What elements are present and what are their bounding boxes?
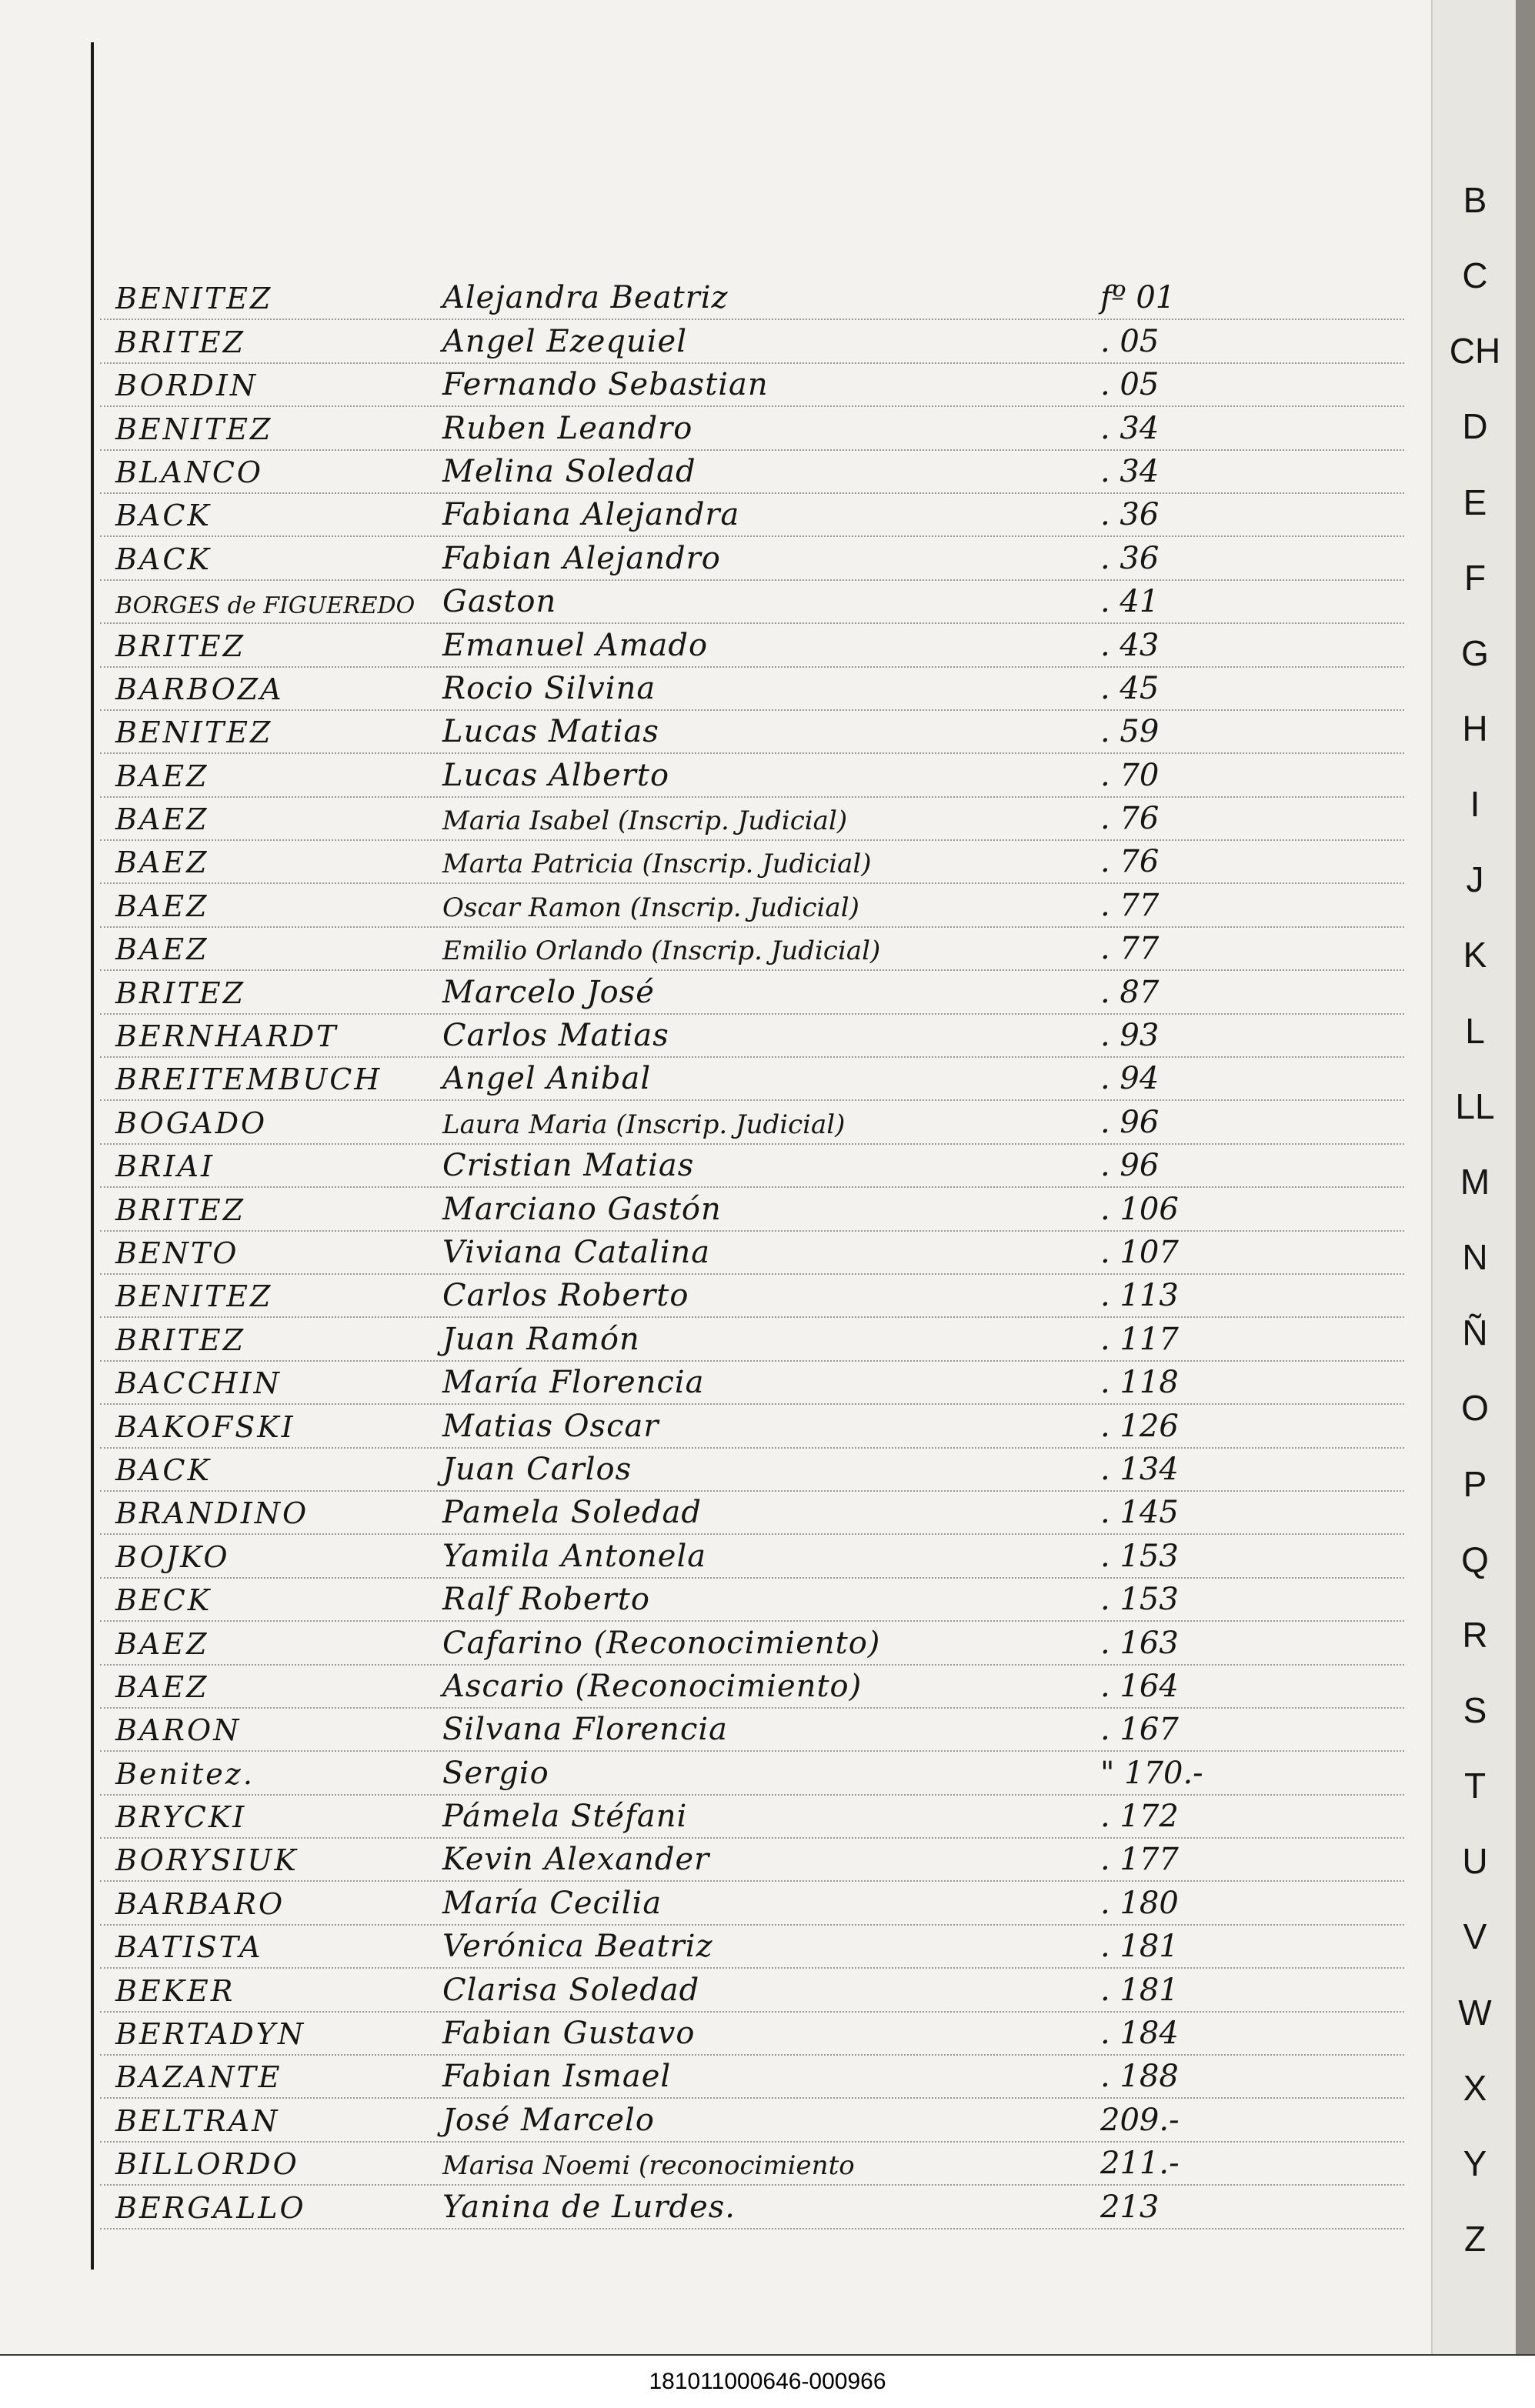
entry-given-names: Gaston [442,584,557,620]
entry-row [100,1796,1404,1839]
entry-surname: BAEZ [115,845,209,880]
entry-row [100,1492,1404,1535]
entry-surname: BENTO [115,1236,239,1270]
entry-row [100,1015,1404,1058]
entry-given-names: Sergio [442,1755,549,1791]
index-tab-3[interactable]: CH [1449,331,1501,372]
index-tab-25[interactable]: W [1458,1992,1492,2033]
entry-surname: BORYSIUK [115,1843,299,1878]
entry-folio: . 36 [1100,497,1160,533]
entry-folio: . 134 [1100,1451,1179,1487]
entry-surname: BREITEMBUCH [115,1062,382,1097]
entry-given-names: Oscar Ramon (Inscrip. Judicial) [442,892,859,923]
index-tab-12[interactable]: L [1465,1010,1485,1051]
entry-given-names: Rocio Silvina [442,670,656,706]
entry-given-names: Fabian Ismael [442,2059,672,2095]
entry-given-names: José Marcelo [442,2102,655,2138]
entry-given-names: Juan Ramón [442,1321,640,1357]
entry-folio: " 170.- [1100,1755,1203,1791]
entry-surname: BARBARO [115,1886,285,1921]
entry-given-names: Lucas Matias [442,714,659,750]
entry-surname: BRITEZ [115,1322,246,1357]
index-tab-2[interactable]: C [1462,255,1488,296]
entry-folio: . 36 [1100,540,1160,576]
entry-surname: BRITEZ [115,325,246,359]
index-tab-23[interactable]: U [1462,1841,1488,1882]
entry-folio: 209.- [1100,2102,1180,2138]
entry-given-names: Matias Oscar [442,1408,659,1444]
entry-folio: . 113 [1100,1278,1179,1314]
entry-row [100,1666,1404,1709]
entry-given-names: Yanina de Lurdes. [442,2189,736,2225]
entry-row [100,928,1404,971]
index-tab-14[interactable]: M [1460,1161,1490,1202]
entry-folio: fº 01 [1100,280,1176,316]
entry-given-names: Angel Anibal [442,1061,652,1097]
entry-row [100,971,1404,1014]
entry-given-names: Fabiana Alejandra [442,497,740,533]
entry-row [100,1926,1404,1969]
entry-folio: . 177 [1100,1842,1179,1878]
entry-row [100,2143,1404,2186]
entry-row [100,2056,1404,2099]
entry-row [100,668,1404,711]
index-tab-13[interactable]: LL [1455,1086,1495,1126]
entry-surname: BRIAI [115,1149,215,1184]
entry-row [100,1579,1404,1622]
entry-row [100,2013,1404,2056]
entry-folio: 213 [1100,2189,1160,2225]
entry-given-names: Pamela Soledad [442,1495,702,1531]
entry-row [100,494,1404,537]
index-tab-16[interactable]: Ñ [1462,1312,1488,1353]
index-tab-1[interactable]: B [1463,180,1487,220]
entry-row [100,1622,1404,1665]
index-tab-15[interactable]: N [1462,1237,1488,1278]
entry-row [100,1449,1404,1492]
entry-folio: . 153 [1100,1582,1179,1618]
entry-folio: . 96 [1100,1104,1160,1140]
entry-surname: BARON [115,1713,242,1748]
entry-folio: . 180 [1100,1885,1179,1921]
entry-given-names: Silvana Florencia [442,1712,728,1748]
entry-row [100,581,1404,624]
entry-given-names: María Florencia [442,1365,705,1401]
entry-given-names: Alejandra Beatriz [442,280,729,316]
entry-folio: . 93 [1100,1018,1160,1054]
entry-surname: BARBOZA [115,672,284,706]
entry-row [100,407,1404,450]
entry-given-names: Lucas Alberto [442,757,670,793]
entry-surname: BRITEZ [115,1192,246,1227]
index-tab-18[interactable]: P [1463,1463,1487,1504]
index-tab-20[interactable]: R [1462,1614,1488,1655]
entry-given-names: Fabian Gustavo [442,2016,696,2052]
entry-folio: . 184 [1100,2016,1179,2052]
entry-given-names: Juan Carlos [442,1451,632,1487]
entry-folio: . 77 [1100,887,1160,923]
entry-row [100,1318,1404,1361]
entry-folio: . 118 [1100,1365,1179,1401]
entry-row [100,1969,1404,2012]
entry-surname: BAZANTE [115,2060,282,2095]
entry-surname: BATISTA [115,1930,263,1965]
entry-folio: . 181 [1100,1972,1179,2008]
entry-folio: . 70 [1100,757,1160,793]
entry-surname: BAEZ [115,932,209,967]
index-tab-26[interactable]: X [1463,2067,1487,2108]
index-tab-22[interactable]: T [1463,1766,1487,1806]
entry-given-names: Emanuel Amado [442,627,709,663]
entry-given-names: Carlos Matias [442,1018,669,1054]
entry-surname: BERTADYN [115,2017,306,2052]
entry-surname: BENITEZ [115,1279,273,1314]
document-code-footer [0,2356,1535,2408]
entry-row [100,1275,1404,1318]
entry-row [100,1709,1404,1752]
entry-surname: BAEZ [115,889,209,923]
entry-row [100,320,1404,363]
entry-row [100,798,1404,841]
index-tab-19[interactable]: Q [1461,1539,1489,1579]
entry-given-names: Viviana Catalina [442,1234,711,1270]
entry-surname: BORDIN [115,369,259,403]
entry-surname: Benitez. [115,1756,255,1791]
entry-given-names: Marcelo José [442,974,655,1010]
entry-given-names: Fabian Alejandro [442,540,721,576]
entry-given-names: Yamila Antonela [442,1538,707,1574]
entry-given-names: Carlos Roberto [442,1278,689,1314]
index-tab-10[interactable]: J [1466,859,1484,900]
alphabet-index-tabs [1431,0,1517,2354]
entry-surname: BRITEZ [115,976,246,1010]
index-tab-8[interactable]: H [1462,709,1488,749]
entry-surname: BORGES de FIGUEREDO [115,592,415,620]
entry-given-names: Ascario (Reconocimiento) [442,1668,863,1704]
entry-folio: . 145 [1100,1495,1179,1531]
index-tab-24[interactable]: V [1463,1916,1487,1957]
entry-row [100,1535,1404,1578]
entry-surname: BACCHIN [115,1366,282,1401]
entry-folio: . 96 [1100,1148,1160,1184]
entry-surname: BELTRAN [115,2103,280,2138]
entry-folio: . 106 [1100,1191,1179,1227]
entry-folio: . 188 [1100,2059,1179,2095]
entry-row [100,884,1404,927]
entry-row [100,1145,1404,1188]
entry-given-names: Marisa Noemi (reconocimiento [442,2150,855,2182]
entry-surname: BENITEZ [115,715,273,750]
entry-row [100,451,1404,494]
entry-folio: . 59 [1100,714,1160,750]
entry-surname: BECK [115,1583,212,1618]
entry-given-names: Ruben Leandro [442,410,693,446]
entry-given-names: Fernando Sebastian [442,367,769,403]
entry-surname: BAEZ [115,802,209,837]
entry-surname: BILLORDO [115,2147,299,2182]
entry-given-names: Clarisa Soledad [442,1972,700,2008]
entry-surname: BLANCO [115,455,264,489]
entry-row [100,1405,1404,1448]
entry-folio: . 167 [1100,1712,1179,1748]
index-tab-7[interactable]: G [1461,632,1489,673]
entry-row [100,624,1404,667]
entry-folio: . 172 [1100,1799,1179,1835]
entry-folio: . 76 [1100,801,1160,837]
entry-surname: BAEZ [115,1626,209,1661]
entry-given-names: Marta Patricia (Inscrip. Judicial) [442,849,872,880]
index-tab-5[interactable]: E [1463,482,1487,522]
entry-surname: BRYCKI [115,1800,247,1835]
entry-row [100,1058,1404,1101]
entry-surname: BACK [115,1452,212,1487]
index-tab-27[interactable]: Y [1463,2143,1487,2183]
entry-folio: . 126 [1100,1408,1179,1444]
entry-surname: BENITEZ [115,412,273,446]
entry-surname: BERNHARDT [115,1019,339,1054]
entry-given-names: Kevin Alexander [442,1842,710,1878]
document-code: 181011000646-000966 [649,2369,886,2394]
entry-folio: . 87 [1100,974,1160,1010]
entry-row [100,364,1404,407]
entry-row [100,537,1404,580]
entry-folio: . 34 [1100,410,1160,446]
entry-row [100,1232,1404,1275]
entry-folio: . 117 [1100,1321,1179,1357]
entry-given-names: Marciano Gastón [442,1191,722,1227]
entry-folio: . 164 [1100,1668,1179,1704]
index-tab-21[interactable]: S [1463,1689,1487,1730]
entry-given-names: Verónica Beatriz [442,1929,713,1965]
entry-row [100,1362,1404,1405]
entry-folio: . 181 [1100,1929,1179,1965]
entry-row [100,1882,1404,1925]
entry-given-names: Laura Maria (Inscrip. Judicial) [442,1109,846,1140]
entry-given-names: Angel Ezequiel [442,323,688,359]
index-tab-11[interactable]: K [1463,935,1487,976]
entry-row [100,1188,1404,1231]
entry-surname: BOGADO [115,1106,268,1140]
entry-given-names: Cristian Matias [442,1148,695,1184]
index-tab-6[interactable]: F [1463,557,1487,598]
entry-surname: BOJKO [115,1539,230,1574]
index-tab-17[interactable]: O [1461,1388,1489,1429]
entry-row [100,711,1404,754]
index-tab-28[interactable]: Z [1463,2219,1487,2259]
entry-folio: 211.- [1100,2146,1180,2182]
index-tab-9[interactable]: I [1470,784,1480,825]
entry-surname: BAKOFSKI [115,1409,295,1444]
entry-surname: BACK [115,542,212,576]
entry-folio: . 45 [1100,670,1160,706]
entry-given-names: María Cecilia [442,1885,662,1921]
entry-row [100,754,1404,797]
entry-folio: . 34 [1100,453,1160,489]
entry-folio: . 94 [1100,1061,1160,1097]
entry-surname: BRITEZ [115,629,246,663]
entry-surname: BEKER [115,1973,235,2008]
entry-folio: . 77 [1100,931,1160,967]
entry-row [100,1101,1404,1144]
entry-folio: . 153 [1100,1538,1179,1574]
entry-surname: BACK [115,499,212,533]
entry-row [100,277,1404,320]
entry-given-names: Pámela Stéfani [442,1799,688,1835]
index-tab-4[interactable]: D [1462,406,1488,447]
entry-row [100,1752,1404,1795]
entry-folio: . 43 [1100,627,1160,663]
margin-line [91,42,94,2270]
entry-row [100,2186,1404,2229]
entry-given-names: Cafarino (Reconocimiento) [442,1625,881,1661]
entry-surname: BAEZ [115,1669,209,1704]
entry-given-names: Emilio Orlando (Inscrip. Judicial) [442,936,881,967]
page-edge [1516,0,1535,2354]
entry-folio: . 05 [1100,367,1160,403]
entry-surname: BRANDINO [115,1496,309,1531]
entry-surname: BERGALLO [115,2190,306,2225]
entry-row [100,841,1404,884]
index-entries [100,277,1404,2230]
entry-folio: . 107 [1100,1234,1179,1270]
entry-given-names: Ralf Roberto [442,1582,650,1618]
entry-folio: . 05 [1100,323,1160,359]
entry-folio: . 41 [1100,584,1160,620]
entry-folio: . 163 [1100,1625,1179,1661]
entry-row [100,2099,1404,2142]
entry-row [100,1839,1404,1882]
entry-given-names: Maria Isabel (Inscrip. Judicial) [442,805,848,837]
entry-surname: BAEZ [115,759,209,793]
entry-surname: BENITEZ [115,282,273,316]
entry-given-names: Melina Soledad [442,453,696,489]
entry-folio: . 76 [1100,844,1160,880]
